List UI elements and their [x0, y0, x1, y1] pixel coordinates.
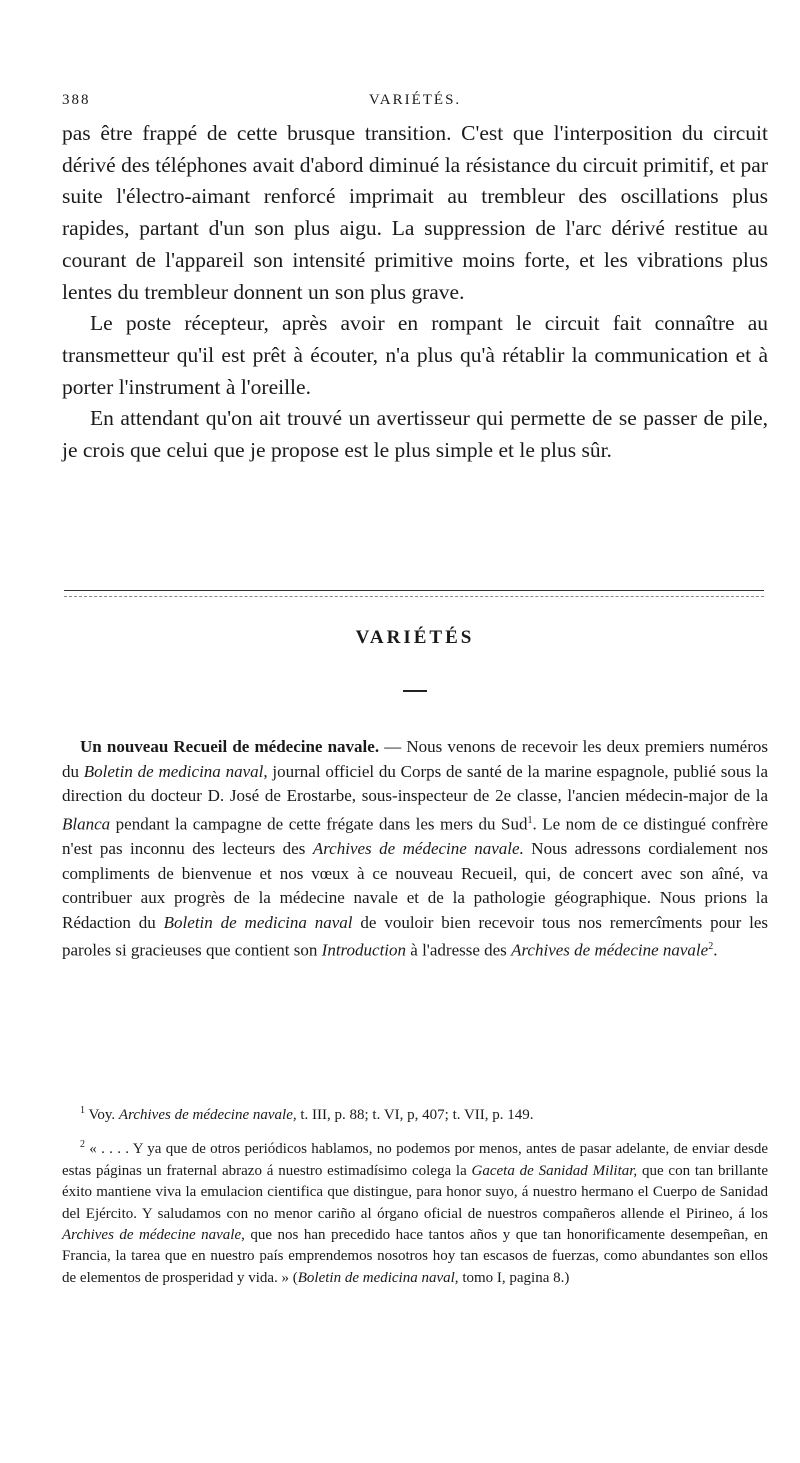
footnote-italic: Boletin de medicina naval, — [297, 1269, 459, 1286]
article-italic: Archives de médecine navale. — [312, 839, 524, 859]
article-text: . Le nom de ce distingué confrère n'est pas inconnu des lecteurs des — [62, 814, 768, 859]
article-italic: Boletin de medicina naval — [83, 761, 264, 781]
footnote-ref-2: 2 — [708, 941, 714, 953]
article-italic: Introduction — [321, 941, 407, 961]
article — [62, 735, 768, 964]
article-italic: Blanca — [62, 814, 111, 834]
footnote-text: Voy. — [85, 1107, 119, 1123]
footnote-1 — [62, 1100, 768, 1126]
page-number: 388 — [62, 92, 91, 108]
section-divider — [64, 590, 764, 591]
paragraph-1: pas être frappé de cette brusque transition. C'est que l'interposition du circuit dérivé des téléphones avait d'abord diminué la résistance du circuit primitif, et par suite l'électro-aimant renforcé imprimait au trembleur des oscillations plus rapides, partant d'un son plus aigu. La suppression de l'arc dérivé restitue au courant de l'appareil son intensité primitive moins forte, et les vibrations plus lentes du trembleur donnent un son plus grave. — [62, 121, 768, 304]
article-lead: Un nouveau Recueil de médecine navale. — [80, 737, 380, 756]
article-text: , journal officiel du Corps de santé de la marine espagnole, publié sous la direction du docteur D. José de Erostarbe, sous-inspecteur de 2e classe, l'ancien médecin-major de la — [62, 761, 769, 806]
paragraph-3: En attendant qu'on ait trouvé un avertisseur qui permette de se passer de pile, je crois que celui que je propose est le plus simple et le plus sûr. — [62, 406, 768, 463]
article-text: pendant la campagne de cette frégate dans les mers du Sud — [110, 814, 528, 834]
footnote-italic: Gaceta de Sanidad Militar, — [471, 1162, 638, 1179]
running-title: VARIÉTÉS. — [368, 92, 462, 108]
footnote-text: tomo I, pagina 8.) — [458, 1269, 570, 1286]
footnote-ref-1: 1 — [527, 814, 533, 826]
footnote-italic: Archives de médecine navale, — [62, 1227, 245, 1244]
article-italic: Boletin de medicina naval — [163, 912, 353, 932]
footnote-text: « . . . . Y ya que de otros periódicos hablamos, no podemos por menos, antes de pasar adelante, de enviar desde estas páginas un fraternal abrazo á nuestro estimadísimo colega la — [62, 1141, 768, 1179]
footnote-italic: Archives de médecine navale, — [118, 1107, 297, 1123]
running-head — [62, 92, 768, 114]
footnote-2 — [62, 1134, 768, 1289]
body-text — [62, 118, 768, 467]
footnote-text: que con tan brillante éxito mantiene viva la emulacion cientifica que distingue, para honor suyo, á nuestro hermano el Cuerpo de Sanidad del Ejército. Y saludamos con no menor cariño al órgano oficial de nuestros compañeros allende el Pirineo, á los — [62, 1162, 768, 1222]
footnote-mark: 2 — [80, 1139, 85, 1151]
footnote-mark: 1 — [80, 1105, 85, 1116]
article-text: . — [713, 941, 718, 961]
section-title: VARIÉTÉS — [355, 627, 475, 648]
section-divider-dashed — [64, 596, 764, 597]
article-italic: Archives de médecine navale — [511, 941, 709, 961]
article-paragraph — [62, 735, 768, 964]
article-text: Nous adressons cordialement nos compliments de bienvenue et nos vœux à ce nouveau Recueil, qui, de concert avec son aîné, va contribuer aux progrès de la médecine navale et de la pathologie géographique. Nous prions la Rédaction du — [62, 839, 769, 932]
paragraph-2: Le poste récepteur, après avoir en rompant le circuit fait connaître au transmetteur qu'il est prêt à écouter, n'a plus qu'à rétablir la communication et à porter l'instrument à l'oreille. — [62, 311, 768, 399]
article-text: de vouloir bien recevoir tous nos remercîments pour les paroles si gracieuses que contient son — [62, 912, 769, 961]
footnote-text: que nos han precedido hace tantos años y que tan honorificamente desempeñan, en Francia, la tarea que en nuestro país emprendemos nosotros hoy tan escasos de fuerzas, como abundantes son ellos de elementos de prosperidad y vida. » ( — [62, 1227, 769, 1286]
title-dash — [403, 690, 427, 692]
article-text: à l'adresse des — [406, 941, 512, 961]
footnote-text: t. III, p. 88; t. VI, p, 407; t. VII, p. 149. — [296, 1107, 534, 1123]
footnotes — [62, 1100, 768, 1297]
article-text: — Nous venons de recevoir les deux premiers numéros du — [62, 737, 769, 781]
